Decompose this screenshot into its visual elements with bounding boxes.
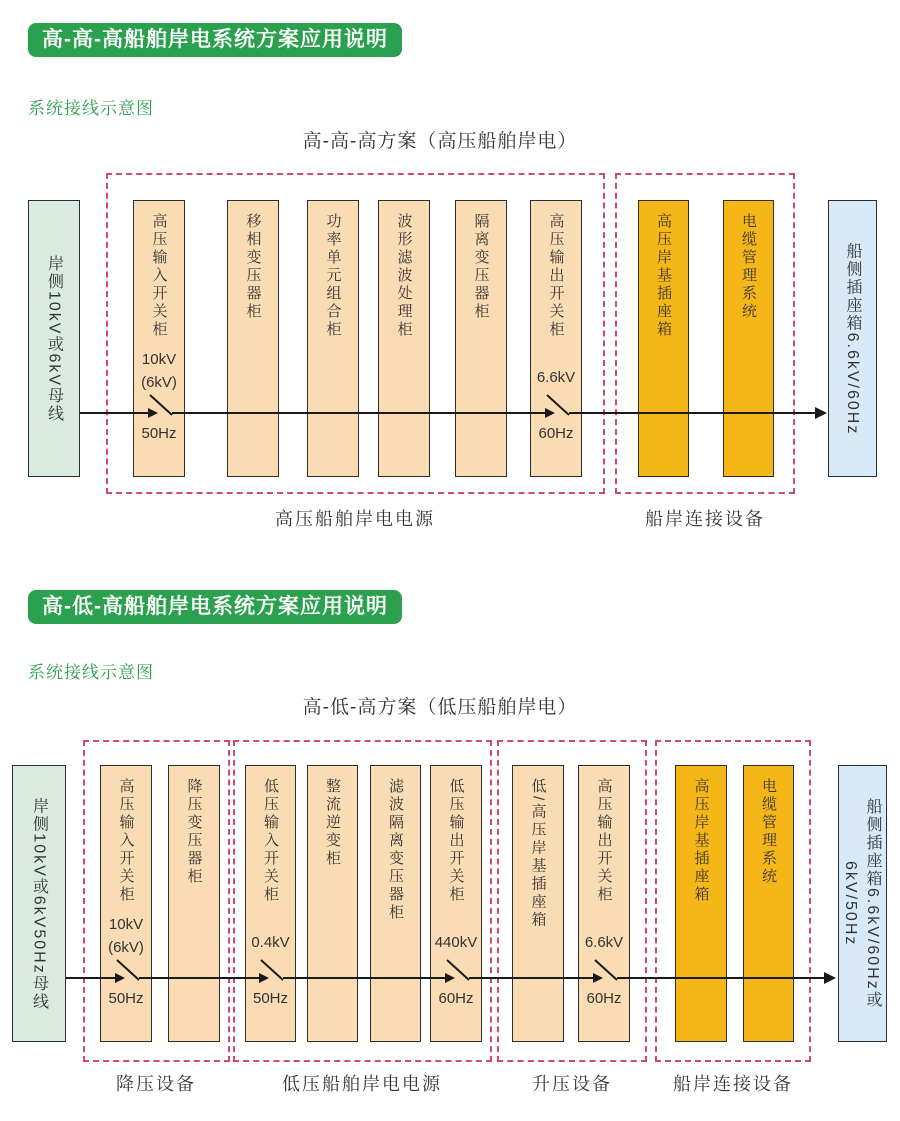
cabinet-label: 高压岸基插座箱 [692,778,710,904]
voltage-alt-value: (6kV) [108,939,144,956]
voltage-value: 440kV [434,934,478,951]
cabinet-label: 高压输出开关柜 [547,213,565,339]
group-label-step-down-equipment: 降压设备 [116,1074,196,1094]
section2-heading-badge: 高-低-高船舶岸电系统方案应用说明 [28,590,402,624]
group-label-hv-shore-power-supply: 高压船舶岸电电源 [275,509,435,529]
box-lv-hv-shore-socket [512,765,564,1042]
box-lv-output-switchgear [430,765,482,1042]
box-power-unit-combination [307,200,359,477]
cabinet-label: 高压输入开关柜 [117,778,135,904]
box-cable-management-2 [743,765,794,1042]
cabinet-label: 功率单元组合柜 [324,213,342,339]
voltage-alt-value: (6kV) [141,374,177,391]
arrowhead-icon [824,972,836,984]
box-hv-output-switchgear-2 [578,765,630,1042]
voltage-value: 0.4kV [251,934,290,951]
box-hv-input-switchgear-2 [100,765,152,1042]
shore-bus-label: 岸侧10kV或6kV母线 [45,254,63,423]
cabinet-label: 电缆管理系统 [760,778,777,886]
cabinet-label: 波形滤波处理柜 [395,213,413,339]
cabinet-label: 高压输入开关柜 [150,213,168,339]
ship-socket-label-wrap [839,766,886,1041]
box-isolation-transformer [455,200,507,477]
group-label-lv-shore-power-supply: 低压船舶岸电电源 [282,1074,442,1094]
cabinet-label: 高压岸基插座箱 [655,213,672,339]
box-hv-output-switchgear [530,200,582,477]
box-phase-shift-transformer [227,200,279,477]
frequency-value: 50Hz [141,425,177,442]
ship-socket-label-line2: 6kV/50Hz [842,860,859,947]
section1-subtitle: 系统接线示意图 [28,99,154,118]
frequency-value: 60Hz [438,990,474,1007]
cabinet-label: 低/高压岸基插座箱 [529,778,547,930]
section1-diagram-title: 高-高-高方案（高压船舶岸电） [302,131,578,152]
arrowhead-icon [815,407,827,419]
shore-bus-box-2 [12,765,66,1042]
frequency-value: 50Hz [252,990,289,1007]
frequency-value: 50Hz [108,990,144,1007]
group-label-ship-shore-connection-2: 船岸连接设备 [673,1074,793,1094]
group-label-ship-shore-connection: 船岸连接设备 [645,509,765,529]
cabinet-label: 降压变压器柜 [185,778,203,886]
cabinet-label: 隔离变压器柜 [472,213,490,321]
box-waveform-filter [378,200,430,477]
cabinet-label: 整流逆变柜 [324,778,341,868]
group-label-step-up-equipment: 升压设备 [532,1074,612,1094]
box-hv-shore-socket-2 [675,765,727,1042]
box-lv-input-switchgear [245,765,296,1042]
section2-subtitle: 系统接线示意图 [28,663,154,682]
voltage-value: 10kV [108,916,144,933]
ship-socket-box-2 [838,765,887,1042]
box-step-down-transformer [168,765,220,1042]
shore-bus-box [28,200,80,477]
box-hv-shore-socket [638,200,689,477]
shore-bus-label: 岸侧10kV或6kV50Hz母线 [30,796,48,1011]
box-rectifier-inverter [307,765,358,1042]
cabinet-label: 滤波隔离变压器柜 [387,778,404,922]
box-cable-management [723,200,774,477]
section2-diagram-title: 高-低-高方案（低压船舶岸电） [302,697,578,718]
ship-socket-label-line1: 船侧插座箱6.6kV/60Hz或 [864,798,881,1009]
cabinet-label: 低压输入开关柜 [262,778,279,904]
box-hv-input-switchgear [133,200,185,477]
frequency-value: 60Hz [538,425,574,442]
voltage-value: 10kV [141,351,177,368]
cabinet-label: 高压输出开关柜 [595,778,613,904]
ship-socket-label: 船侧插座箱6.6kV/60Hz [844,242,861,435]
box-filter-isolation-transformer [370,765,421,1042]
section1-heading-badge: 高-高-高船舶岸电系统方案应用说明 [28,23,402,57]
cabinet-label: 移相变压器柜 [244,213,262,321]
cabinet-label: 电缆管理系统 [740,213,757,321]
voltage-value: 6.6kV [536,369,576,386]
ship-socket-box [828,200,877,477]
frequency-value: 60Hz [586,990,622,1007]
cabinet-label: 低压输出开关柜 [447,778,465,904]
voltage-value: 6.6kV [584,934,624,951]
